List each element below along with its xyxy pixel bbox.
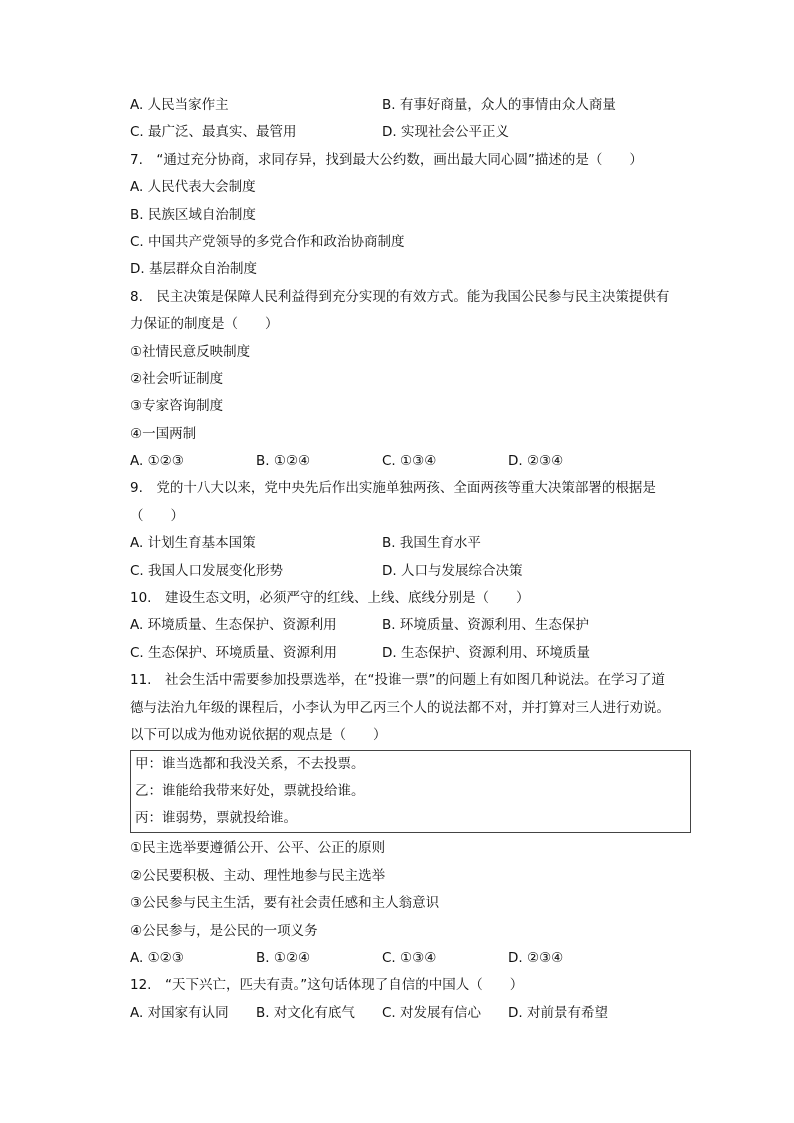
q7-option-c: C. 中国共产党领导的多党合作和政治协商制度 xyxy=(130,233,405,250)
q8-stem-line-1: 8. 民主决策是保障人民利益得到充分实现的有效方式。能为我国公民参与民主决策提供有 xyxy=(130,288,670,305)
q11-speech-jia: 甲：谁当选都和我没关系，不去投票。 xyxy=(135,756,365,773)
q6-option-b: B. 有事好商量，众人的事情由众人商量 xyxy=(382,97,616,113)
q11-option-d: D. ②③④ xyxy=(508,949,564,966)
q10-option-d: D. 生态保护、资源利用、环境质量 xyxy=(382,644,590,661)
q9-option-d: D. 人口与发展综合决策 xyxy=(382,562,523,579)
q6-options-row-2 xyxy=(130,119,700,146)
q10-options-row-1 xyxy=(130,612,700,639)
q11-speech-yi: 乙：谁能给我带来好处，票就投给谁。 xyxy=(135,783,365,800)
q7-option-a: A. 人民代表大会制度 xyxy=(130,179,256,196)
q7-option-d: D. 基层群众自治制度 xyxy=(130,261,257,278)
q9-options-row-1 xyxy=(130,530,700,557)
q11-option-a: A. ①②③ xyxy=(130,949,184,966)
q8-option-b: B. ①②④ xyxy=(256,453,311,470)
q9-option-b: B. 我国生育水平 xyxy=(382,535,481,552)
q11-option-b: B. ①②④ xyxy=(256,949,311,966)
q12-option-b: B. 对文化有底气 xyxy=(256,1004,355,1021)
q9-option-c: C. 我国人口发展变化形势 xyxy=(130,562,284,579)
q11-option-c: C. ①③④ xyxy=(382,949,437,966)
q10-option-b: B. 环境质量、资源利用、生态保护 xyxy=(382,617,589,634)
q9-stem-line-1: 9. 党的十八大以来，党中央先后作出实施单独两孩、全面两孩等重大决策部署的根据是 xyxy=(130,480,656,497)
q11-item-1: ①民主选举要遵循公开、公平、公正的原则 xyxy=(130,840,386,857)
q12-option-c: C. 对发展有信心 xyxy=(382,1004,482,1021)
q8-option-d: D. ②③④ xyxy=(508,453,564,470)
q6-option-c: C. 最广泛、最真实、最管用 xyxy=(130,124,297,141)
q9-stem-line-2: （ ） xyxy=(130,507,184,524)
q11-stem-line-1: 11. 社会生活中需要参加投票选举，在“投谁一票”的问题上有如图几种说法。在学习了道 xyxy=(130,672,665,689)
q8-stem-line-2: 力保证的制度是（ ） xyxy=(130,316,279,333)
q8-item-4: ④一国两制 xyxy=(130,425,197,442)
q10-stem: 10. 建设生态文明，必须严守的红线、上线、底线分别是（ ） xyxy=(130,590,530,607)
q11-item-4: ④公民参与，是公民的一项义务 xyxy=(130,922,318,939)
q11-speech-box xyxy=(130,750,691,833)
q12-option-d: D. 对前景有希望 xyxy=(508,1004,608,1021)
q11-item-2: ②公民要积极、主动、理性地参与民主选举 xyxy=(130,867,386,884)
exam-page xyxy=(130,92,700,1027)
q8-option-a: A. ①②③ xyxy=(130,453,184,470)
q11-stem-line-2: 德与法治九年级的课程后，小李认为甲乙丙三个人的说法都不对，并打算对三人进行劝说。 xyxy=(130,699,670,716)
q10-options-row-2 xyxy=(130,640,700,667)
q8-item-1: ①社情民意反映制度 xyxy=(130,343,251,360)
q6-option-a: A. 人民当家作主 xyxy=(130,97,229,113)
q6-option-d: D. 实现社会公平正义 xyxy=(382,124,509,141)
q10-option-c: C. 生态保护、环境质量、资源利用 xyxy=(130,644,338,661)
q9-options-row-2 xyxy=(130,558,700,585)
q7-stem: 7. “通过充分协商，求同存异，找到最大公约数，画出最大同心圆”描述的是（ ） xyxy=(130,151,643,168)
q11-stem-line-3: 以下可以成为他劝说依据的观点是（ ） xyxy=(130,726,387,743)
q11-speech-bing: 丙：谁弱势，票就投给谁。 xyxy=(135,810,297,827)
q8-item-2: ②社会听证制度 xyxy=(130,370,224,387)
q11-item-3: ③公民参与民主生活，要有社会责任感和主人翁意识 xyxy=(130,895,440,912)
q11-options-row xyxy=(130,945,700,972)
q10-option-a: A. 环境质量、生态保护、资源利用 xyxy=(130,617,337,634)
q6-options-row-1 xyxy=(130,92,700,119)
q12-stem: 12. “天下兴亡，匹夫有责。”这句话体现了自信的中国人（ ） xyxy=(130,977,524,994)
q9-option-a: A. 计划生育基本国策 xyxy=(130,535,256,552)
q8-item-3: ③专家咨询制度 xyxy=(130,398,224,415)
q7-option-b: B. 民族区域自治制度 xyxy=(130,206,256,223)
q8-option-c: C. ①③④ xyxy=(382,453,437,470)
q12-options-row xyxy=(130,1000,700,1027)
q12-option-a: A. 对国家有认同 xyxy=(130,1004,229,1021)
q8-options-row xyxy=(130,448,700,475)
